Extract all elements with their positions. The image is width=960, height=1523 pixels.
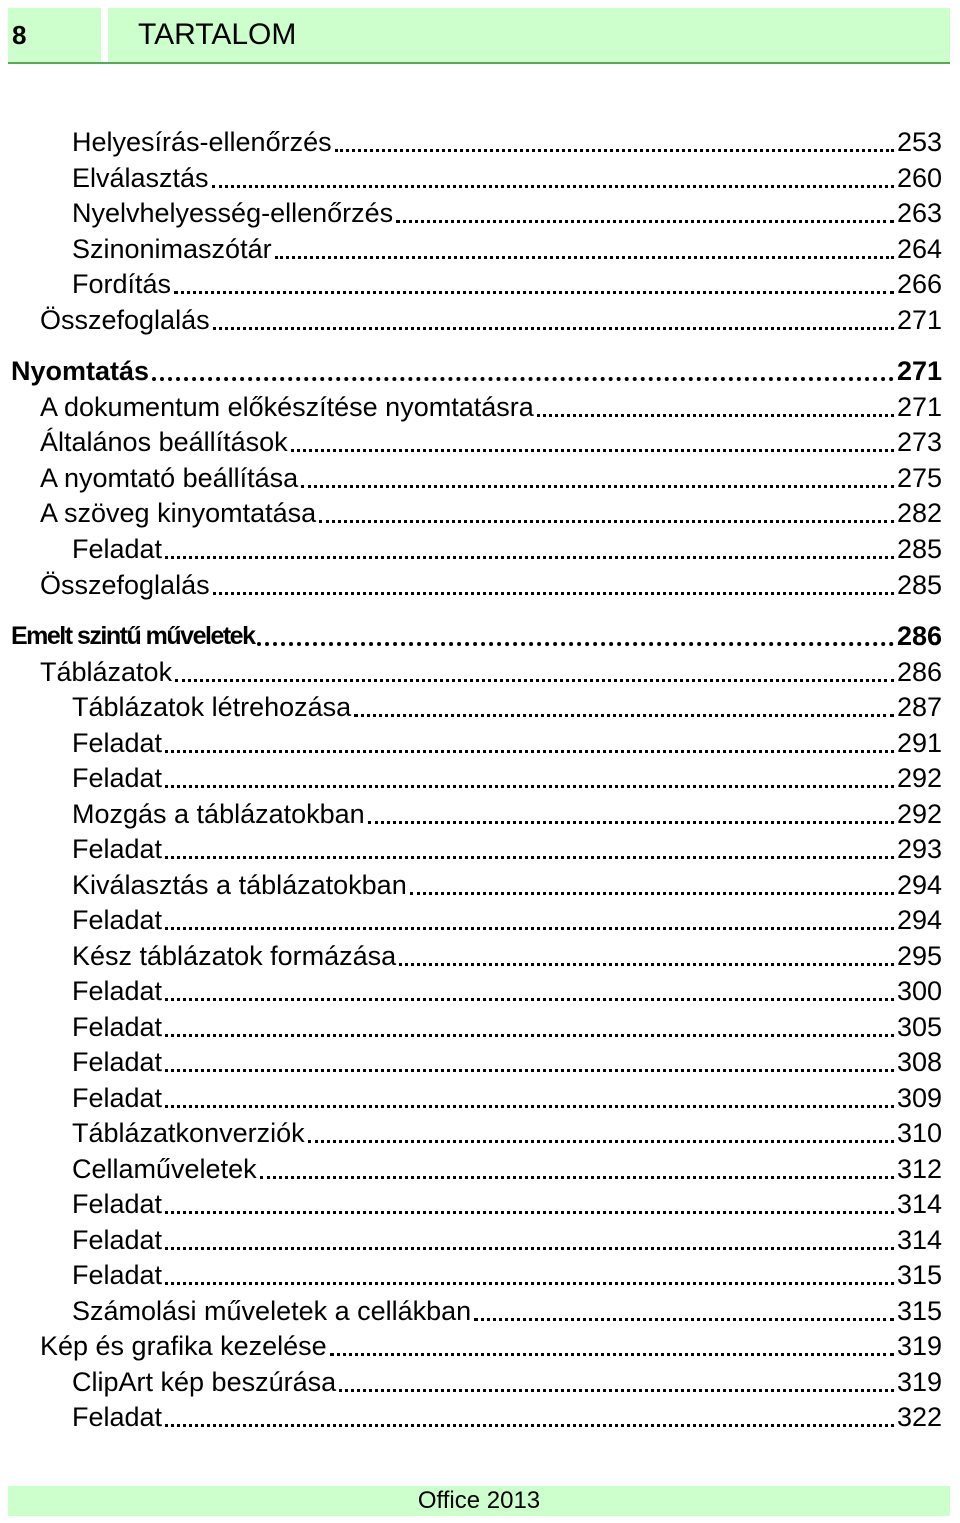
toc-entry-label: Kiválasztás a táblázatokban [72, 870, 407, 900]
toc-entry-label: Feladat [72, 1047, 163, 1077]
dot-leader [410, 884, 894, 895]
toc-entry-page: 291 [896, 728, 942, 758]
toc-entry-page: 285 [896, 570, 942, 600]
toc-entry-page: 275 [896, 463, 942, 493]
toc-entry-label: Összefoglalás [40, 305, 210, 335]
dot-leader [301, 477, 894, 488]
toc-entry-page: 308 [896, 1047, 942, 1077]
toc-entry-page: 271 [896, 392, 942, 422]
toc-entry-label: Táblázatkonverziók [72, 1118, 305, 1148]
toc-entry-page: 286 [896, 657, 942, 687]
toc-entry[interactable] [72, 160, 942, 196]
dot-leader [175, 671, 894, 682]
toc-entry-page: 294 [896, 905, 942, 935]
toc-entry-page: 315 [896, 1260, 942, 1290]
toc-entry[interactable] [40, 389, 942, 425]
toc-entry[interactable] [72, 124, 942, 160]
page-title: TARTALOM [138, 18, 297, 51]
toc-entry-label: Feladat [72, 728, 163, 758]
toc-entry-label: Táblázatok [40, 657, 173, 687]
dot-leader [213, 319, 894, 330]
dot-leader [165, 848, 894, 859]
toc-entry-page: 314 [896, 1225, 942, 1255]
toc-entry-label: Táblázatok létrehozása [72, 692, 352, 722]
toc-entry-page: 319 [896, 1367, 942, 1397]
dot-leader [174, 283, 894, 294]
dot-leader [165, 1239, 894, 1250]
toc-entry[interactable] [72, 973, 942, 1009]
toc-entry-page: 295 [896, 941, 942, 971]
toc-entry-label: A dokumentum előkészítése nyomtatásra [40, 392, 534, 422]
dot-leader [165, 742, 894, 753]
toc-entry[interactable] [72, 1293, 942, 1329]
toc-entry-label: Feladat [72, 763, 163, 793]
toc-entry[interactable] [72, 1257, 942, 1293]
toc-entry[interactable] [72, 796, 942, 832]
toc-entry-label: Nyelvhelyesség-ellenőrzés [72, 198, 394, 228]
dot-leader [165, 919, 894, 930]
toc-entry-label: A szöveg kinyomtatása [40, 498, 317, 528]
toc-entry[interactable] [72, 1222, 942, 1258]
toc-entry-page: 266 [896, 269, 942, 299]
toc-entry[interactable] [72, 1151, 942, 1187]
toc-entry[interactable] [72, 1080, 942, 1116]
toc-entry[interactable] [72, 938, 942, 974]
dot-leader [368, 813, 894, 824]
toc-entry[interactable] [72, 531, 942, 567]
dot-leader [319, 512, 894, 523]
toc-entry-page: 285 [896, 534, 942, 564]
toc-entry-page: 260 [896, 163, 942, 193]
toc-entry[interactable] [72, 195, 942, 231]
page-number: 8 [12, 19, 27, 50]
toc-entry-label: Feladat [72, 1083, 163, 1113]
toc-entry-page: 263 [896, 198, 942, 228]
dot-leader [165, 777, 894, 788]
toc-entry-label: Fordítás [72, 269, 172, 299]
toc-entry-label: Szinonimaszótár [72, 234, 272, 264]
dot-leader [291, 441, 894, 452]
toc-entry[interactable] [72, 1399, 942, 1435]
toc-entry[interactable] [72, 831, 942, 867]
toc-entry-page: 312 [896, 1154, 942, 1184]
toc-entry-page: 292 [896, 763, 942, 793]
toc-entry[interactable] [72, 231, 942, 267]
toc-entry[interactable] [72, 760, 942, 796]
toc-entry[interactable] [72, 1009, 942, 1045]
toc-entry-page: 264 [896, 234, 942, 264]
toc-entry[interactable] [40, 302, 942, 338]
toc-entry-page: 305 [896, 1012, 942, 1042]
toc-entry-label: Feladat [72, 905, 163, 935]
toc-entry-page: 286 [896, 621, 942, 651]
dot-leader [537, 406, 894, 417]
toc-entry[interactable] [72, 266, 942, 302]
toc-entry-label: Helyesírás-ellenőrzés [72, 127, 332, 157]
dot-leader [165, 548, 894, 559]
dot-leader [308, 1132, 894, 1143]
dot-leader [399, 955, 894, 966]
toc-entry[interactable] [72, 1186, 942, 1222]
dot-leader [213, 584, 894, 595]
toc-entry[interactable] [72, 1364, 942, 1400]
toc-entry-label: Feladat [72, 1012, 163, 1042]
toc-entry-page: 253 [896, 127, 942, 157]
page-footer [8, 1486, 950, 1516]
toc-entry-label: Feladat [72, 834, 163, 864]
toc-entry-label: Feladat [72, 1189, 163, 1219]
toc-entry[interactable] [72, 867, 942, 903]
dot-leader [165, 1416, 894, 1427]
toc-entry-page: 271 [896, 356, 942, 386]
page-header [8, 8, 950, 64]
dot-leader [165, 1061, 894, 1072]
toc-entry[interactable] [40, 460, 942, 496]
dot-leader [165, 1274, 894, 1285]
toc-entry[interactable] [72, 902, 942, 938]
toc-entry-label: Elválasztás [72, 163, 209, 193]
toc-entry-page: 293 [896, 834, 942, 864]
dot-leader [257, 634, 893, 646]
toc-entry-page: 282 [896, 498, 942, 528]
toc-entry-page: 315 [896, 1296, 942, 1326]
toc-entry-label: Emelt szintű műveletek [11, 622, 255, 650]
toc-entry[interactable] [72, 725, 942, 761]
dot-leader [474, 1310, 894, 1321]
toc-entry-label: Mozgás a táblázatokban [72, 799, 365, 829]
dot-leader [165, 990, 894, 1001]
toc-entry-label: Számolási műveletek a cellákban [72, 1296, 472, 1326]
toc-entry-label: ClipArt kép beszúrása [72, 1367, 337, 1397]
dot-leader [335, 141, 894, 152]
toc-entry-page: 287 [896, 692, 942, 722]
toc-entry-page: 300 [896, 976, 942, 1006]
toc-entry-label: Feladat [72, 976, 163, 1006]
toc-entry-label: Cellaműveletek [72, 1154, 257, 1184]
toc-chapter-entry[interactable] [11, 618, 942, 654]
toc-entry-page: 322 [896, 1402, 942, 1432]
toc-entry-label: A nyomtató beállítása [40, 463, 299, 493]
toc-entry-page: 310 [896, 1118, 942, 1148]
toc-entry-page: 294 [896, 870, 942, 900]
toc-entry-label: Feladat [72, 1260, 163, 1290]
toc-entry-page: 273 [896, 427, 942, 457]
footer-text: Office 2013 [417, 1487, 541, 1514]
toc-entry-label: Kép és grafika kezelése [40, 1331, 327, 1361]
toc-entry[interactable] [40, 1328, 942, 1364]
header-divider [101, 8, 108, 62]
toc-entry[interactable] [40, 495, 942, 531]
toc-entry-label: Kész táblázatok formázása [72, 941, 397, 971]
toc-entry[interactable] [72, 1044, 942, 1080]
toc-entry-label: Általános beállítások [40, 427, 288, 457]
dot-leader [330, 1345, 894, 1356]
dot-leader [354, 706, 894, 717]
dot-leader [339, 1381, 894, 1392]
toc-entry-label: Összefoglalás [40, 570, 210, 600]
toc-entry-label: Feladat [72, 1402, 163, 1432]
toc-entry-label: Feladat [72, 1225, 163, 1255]
toc-entry[interactable] [40, 424, 942, 460]
dot-leader [275, 248, 894, 259]
dot-leader [212, 177, 894, 188]
dot-leader [260, 1168, 894, 1179]
toc-entry-label: Nyomtatás [11, 356, 150, 386]
toc-entry[interactable] [40, 654, 942, 690]
toc-entry[interactable] [40, 567, 942, 603]
dot-leader [165, 1203, 894, 1214]
toc-entry-page: 319 [896, 1331, 942, 1361]
toc-chapter-entry[interactable] [11, 353, 942, 389]
toc-entry-page: 314 [896, 1189, 942, 1219]
toc-entry-page: 292 [896, 799, 942, 829]
toc-entry-page: 271 [896, 305, 942, 335]
toc-entry-label: Feladat [72, 534, 163, 564]
dot-leader [152, 369, 894, 381]
toc-entry[interactable] [72, 1115, 942, 1151]
toc-entry[interactable] [72, 689, 942, 725]
toc-entry-page: 309 [896, 1083, 942, 1113]
dot-leader [396, 212, 894, 223]
dot-leader [165, 1097, 894, 1108]
dot-leader [165, 1026, 894, 1037]
